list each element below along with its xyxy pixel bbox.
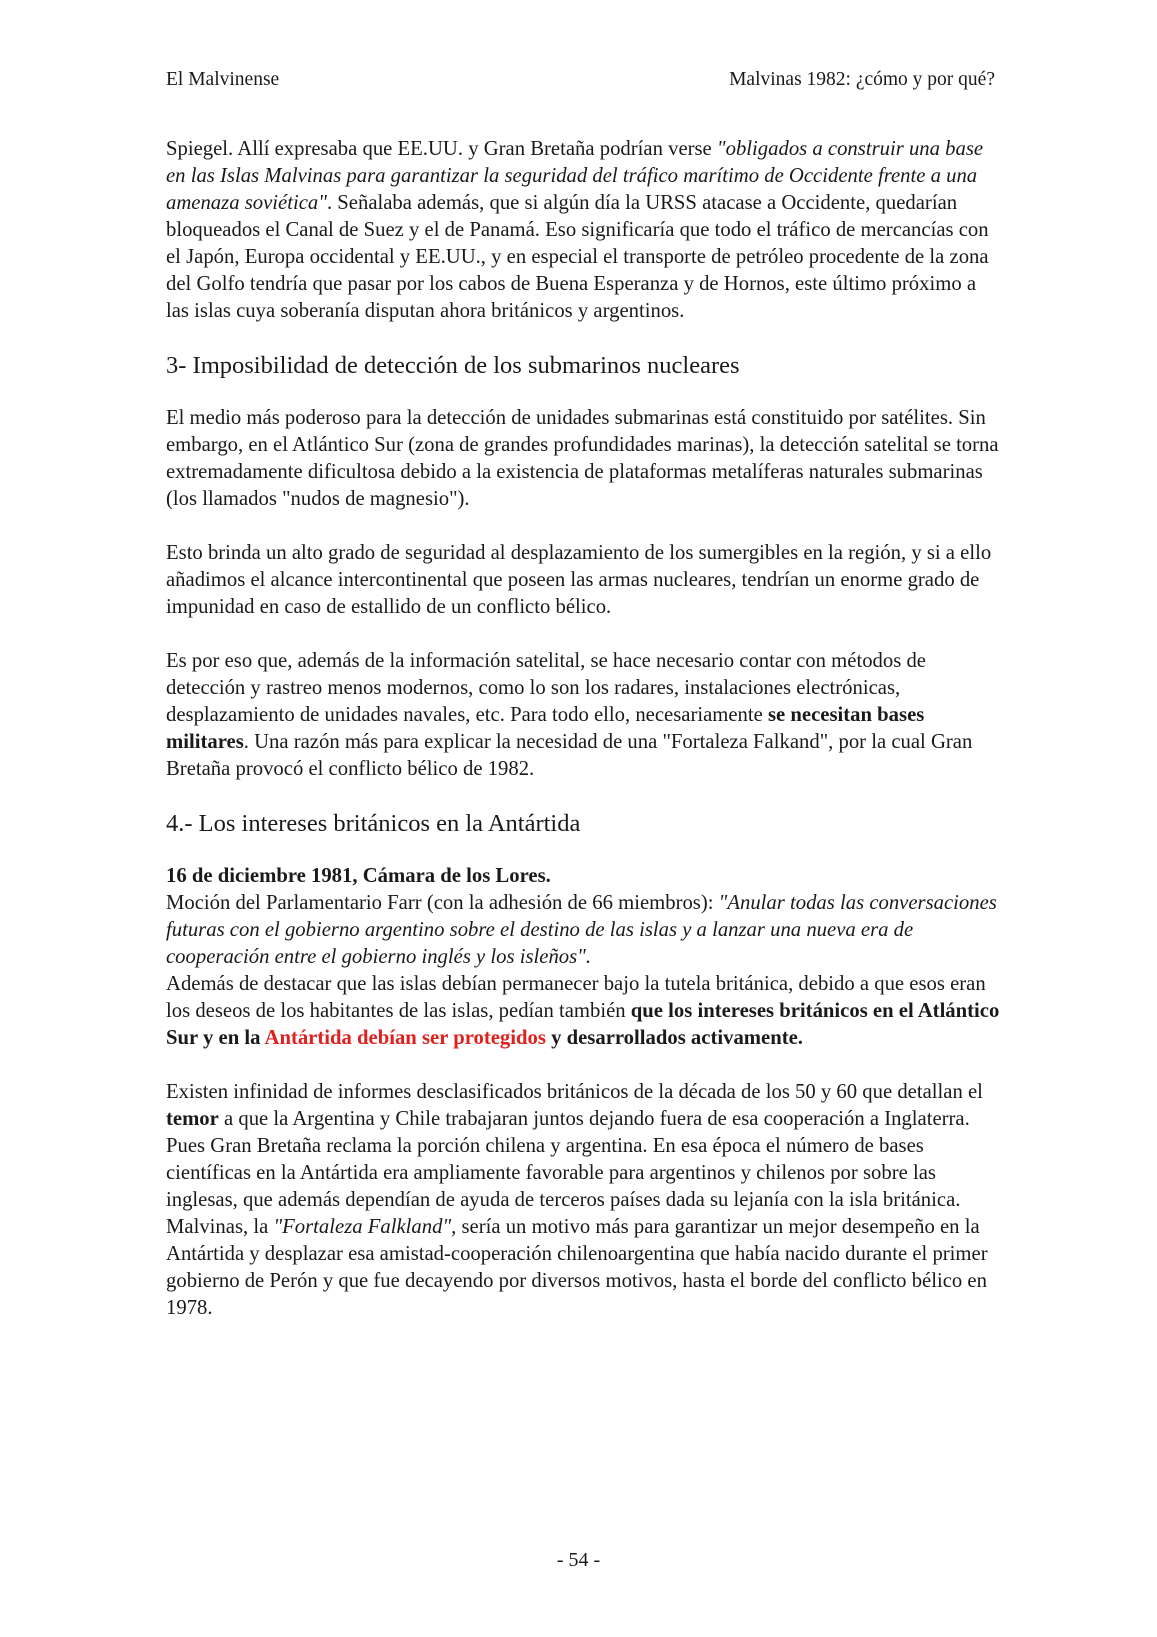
italic-quote: "Anular todas las conversaciones futuras con el gobierno argentino sobre el destino de las islas y a lanzar una nueva era de cooperación entre el gobierno inglés y los isleños". <box>166 892 997 968</box>
italic-quote: "Fortaleza Falkland" <box>273 1216 452 1238</box>
paragraph-security: Esto brinda un alto grado de seguridad al desplazamiento de los sumergibles en la región, y si a ello añadimos el alcance intercontinental que poseen las armas nucleares, tendrían un enorme grado de impunidad en caso de estallido de un conflicto bélico. <box>166 542 992 618</box>
bold-emphasis: que los intereses británicos en el Atlántico Sur y en la <box>166 1000 1000 1049</box>
header-chapter-title: Malvinas 1982: ¿cómo y por qué? <box>729 69 995 90</box>
paragraph-text: Es por eso que, además de la información satelital, se hace necesario contar con métodos de detección y rastreo menos modernos, como lo son los radares, instalaciones electrónicas, desplazamiento de unidades navales, etc. Para todo ello, necesariamente <box>166 650 926 726</box>
paragraph-spiegel <box>166 136 1000 325</box>
paragraph-text: Existen infinidad de informes desclasificados británicos de la década de los 50 y 60 que detallan el <box>166 1081 983 1103</box>
red-emphasis: Antártida debían ser protegidos <box>264 1027 546 1049</box>
paragraph-text: . Señalaba además, que si algún día la URSS atacase a Occidente, quedarían bloqueados el Canal de Suez y el de Panamá. Eso significaría que todo el tráfico de mercancías con el Japón, Europa occidental y EE.UU., y en especial el transporte de petróleo procedente de la zona del Golfo tendría que pasar por los cabos de Buena Esperanza y de Hornos, este último próximo a las islas cuya soberanía disputan ahora británicos y argentinos. <box>166 192 989 322</box>
date-line: 16 de diciembre 1981, Cámara de los Lores. <box>166 865 551 887</box>
page-number: - 54 - <box>556 1549 601 1571</box>
section-heading-3: 3- Imposibilidad de detección de los submarinos nucleares <box>166 352 740 379</box>
paragraph-text: Moción del Parlamentario Farr (con la adhesión de 66 miembros): <box>166 892 719 914</box>
paragraph-text: Además de destacar que las islas debían permanecer bajo la tutela británica, debido a que esos eran los deseos de los habitantes de las islas, pedían también <box>166 973 986 1022</box>
header-book-title: El Malvinense <box>166 69 280 90</box>
paragraph-declassified-reports <box>166 1079 1000 1322</box>
paragraph-lords-motion <box>166 863 1000 1052</box>
paragraph-military-bases <box>166 648 1000 783</box>
paragraph-text: , sería un motivo más para garantizar un mejor desempeño en la Antártida y desplazar esa amistad-cooperación chilenoargentina que había nacido durante el primer gobierno de Perón y que fue decayendo por diversos motivos, hasta el borde del conflicto bélico en 1978. <box>166 1216 988 1319</box>
bold-emphasis: y desarrollados activamente. <box>545 1027 803 1049</box>
bold-emphasis: se necesitan bases militares <box>166 704 925 753</box>
paragraph-text: Spiegel. Allí expresaba que EE.UU. y Gran Bretaña podrían verse <box>166 138 717 160</box>
paragraph-text: a que la Argentina y Chile trabajaran juntos dejando fuera de esa cooperación a Inglaterra. Pues Gran Bretaña reclama la porción chilena y argentina. En esa época el número de bases científicas en la Antártida era ampliamente favorable para argentinos y chilenos por sobre las inglesas, que además dependían de ayuda de terceros países dada su lejanía con la isla británica. Malvinas, la <box>166 1108 970 1238</box>
page-content <box>166 136 1000 1322</box>
section-heading-4: 4.- Los intereses británicos en la Antártida <box>166 810 581 837</box>
paragraph-text: . Una razón más para explicar la necesidad de una "Fortaleza Falkand", por la cual Gran Bretaña provocó el conflicto bélico de 1982. <box>166 731 973 780</box>
paragraph-detection: El medio más poderoso para la detección de unidades submarinas está constituido por satélites. Sin embargo, en el Atlántico Sur (zona de grandes profundidades marinas), la detección satelital se torna extremadamente dificultosa debido a la existencia de plataformas metalíferas naturales submarinas (los llamados "nudos de magnesio"). <box>166 407 999 510</box>
bold-emphasis: temor <box>166 1108 219 1130</box>
italic-quote: "obligados a construir una base en las Islas Malvinas para garantizar la seguridad del tráfico marítimo de Occidente frente a una amenaza soviética" <box>166 138 984 214</box>
